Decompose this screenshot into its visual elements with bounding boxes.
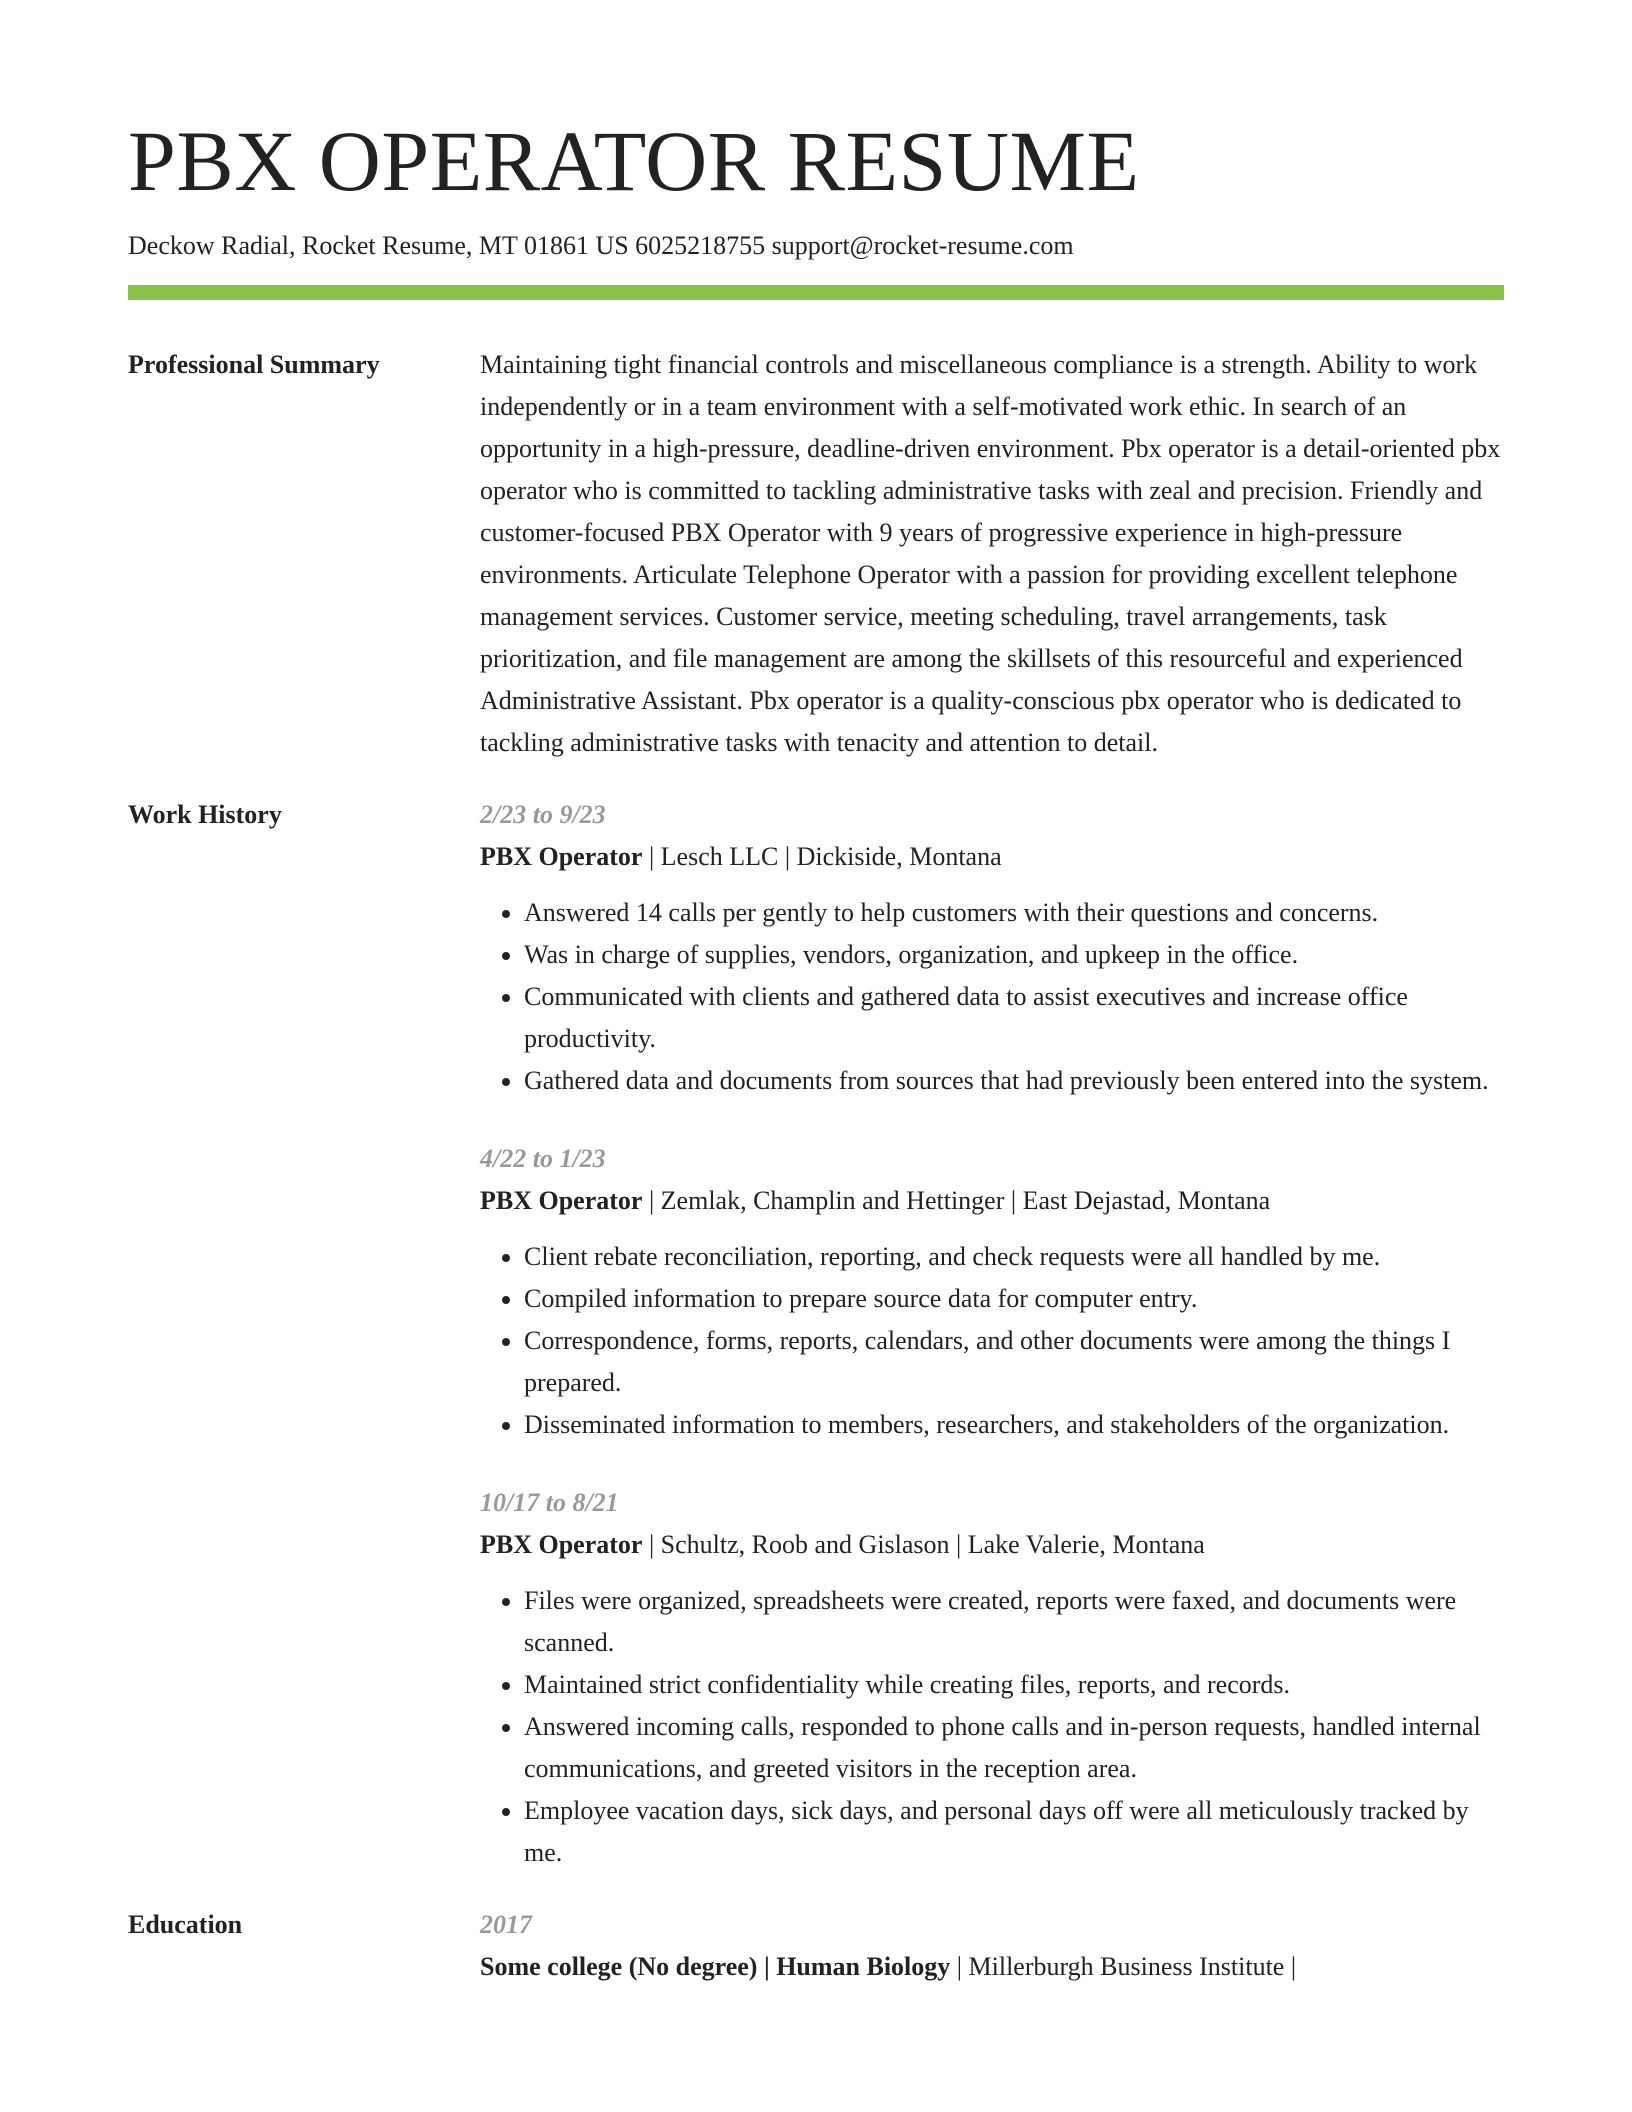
job-employer: | Zemlak, Champlin and Hettinger | East Dejastad, Montana bbox=[642, 1186, 1271, 1216]
job-entry bbox=[480, 794, 1504, 1102]
job-dates: 4/22 to 1/23 bbox=[480, 1144, 606, 1174]
job-role: PBX Operator bbox=[480, 1186, 643, 1216]
summary-label: Professional Summary bbox=[128, 350, 380, 380]
education-year: 2017 bbox=[480, 1910, 532, 1940]
duty-item: • Maintained strict confidentiality while creating files, reports, and records. bbox=[524, 1664, 1504, 1706]
duty-item: • Files were organized, spreadsheets were created, reports were faxed, and documents were scanned. bbox=[524, 1580, 1504, 1664]
duty-item: • Correspondence, forms, reports, calendars, and other documents were among the things I prepared. bbox=[524, 1320, 1504, 1404]
job-entry bbox=[480, 1482, 1504, 1874]
education-school: | Millerburgh Business Institute | bbox=[950, 1952, 1297, 1982]
summary-text: Maintaining tight financial controls and miscellaneous compliance is a strength. Ability to work independently or in a team environment with a self-motivated work ethic. In search of an opportunity in a high-pressure, deadline-driven environment. Pbx operator is a detail-oriented pbx operator who is committed to tackling administrative tasks with zeal and precision. Friendly and customer-focused PBX Operator with 9 years of progressive experience in high-pressure environments. Articulate Telephone Operator with a passion for providing excellent telephone management services. Customer service, meeting scheduling, travel arrangements, task prioritization, and file management are among the skillsets of this resourceful and experienced Administrative Assistant. Pbx operator is a quality-conscious pbx operator who is dedicated to tackling administrative tasks with tenacity and attention to detail. bbox=[480, 350, 1501, 758]
duty-item: • Communicated with clients and gathered data to assist executives and increase office productivity. bbox=[524, 976, 1504, 1060]
duty-item: • Client rebate reconciliation, reporting, and check requests were all handled by me. bbox=[524, 1236, 1504, 1278]
job-duties bbox=[480, 892, 1504, 1102]
job-heading bbox=[480, 836, 1504, 878]
education-degree: Some college (No degree) | Human Biology bbox=[480, 1952, 951, 1982]
job-role: PBX Operator bbox=[480, 842, 643, 872]
job-employer: | Schultz, Roob and Gislason | Lake Valerie, Montana bbox=[642, 1530, 1205, 1560]
education-heading bbox=[480, 1946, 1504, 1988]
work-history-section bbox=[128, 794, 1504, 1874]
contact-line: Deckow Radial, Rocket Resume, MT 01861 US 6025218755 support@rocket-resume.com bbox=[128, 231, 1074, 260]
summary-section bbox=[128, 344, 1504, 764]
duty-item: • Answered 14 calls per gently to help customers with their questions and concerns. bbox=[524, 892, 1504, 934]
education-section bbox=[128, 1904, 1504, 1988]
job-employer: | Lesch LLC | Dickiside, Montana bbox=[642, 842, 1002, 872]
duty-item: • Employee vacation days, sick days, and personal days off were all meticulously tracked by me. bbox=[524, 1790, 1504, 1874]
duty-item: • Answered incoming calls, responded to phone calls and in-person requests, handled internal communications, and greeted visitors in the reception area. bbox=[524, 1706, 1504, 1790]
work-history-label: Work History bbox=[128, 800, 282, 830]
job-duties bbox=[480, 1580, 1504, 1874]
header-divider bbox=[128, 285, 1504, 300]
job-heading bbox=[480, 1180, 1504, 1222]
duty-item: • Gathered data and documents from sources that had previously been entered into the system. bbox=[524, 1060, 1504, 1102]
job-role: PBX Operator bbox=[480, 1530, 643, 1560]
job-heading bbox=[480, 1524, 1504, 1566]
duty-item: • Was in charge of supplies, vendors, organization, and upkeep in the office. bbox=[524, 934, 1504, 976]
job-dates: 2/23 to 9/23 bbox=[480, 800, 606, 830]
duty-item: • Disseminated information to members, researchers, and stakeholders of the organization. bbox=[524, 1404, 1504, 1446]
education-label: Education bbox=[128, 1910, 243, 1940]
resume-title: PBX OPERATOR RESUME bbox=[128, 113, 1140, 209]
duty-item: • Compiled information to prepare source data for computer entry. bbox=[524, 1278, 1504, 1320]
job-dates: 10/17 to 8/21 bbox=[480, 1488, 619, 1518]
job-duties bbox=[480, 1236, 1504, 1446]
job-entry bbox=[480, 1138, 1504, 1446]
